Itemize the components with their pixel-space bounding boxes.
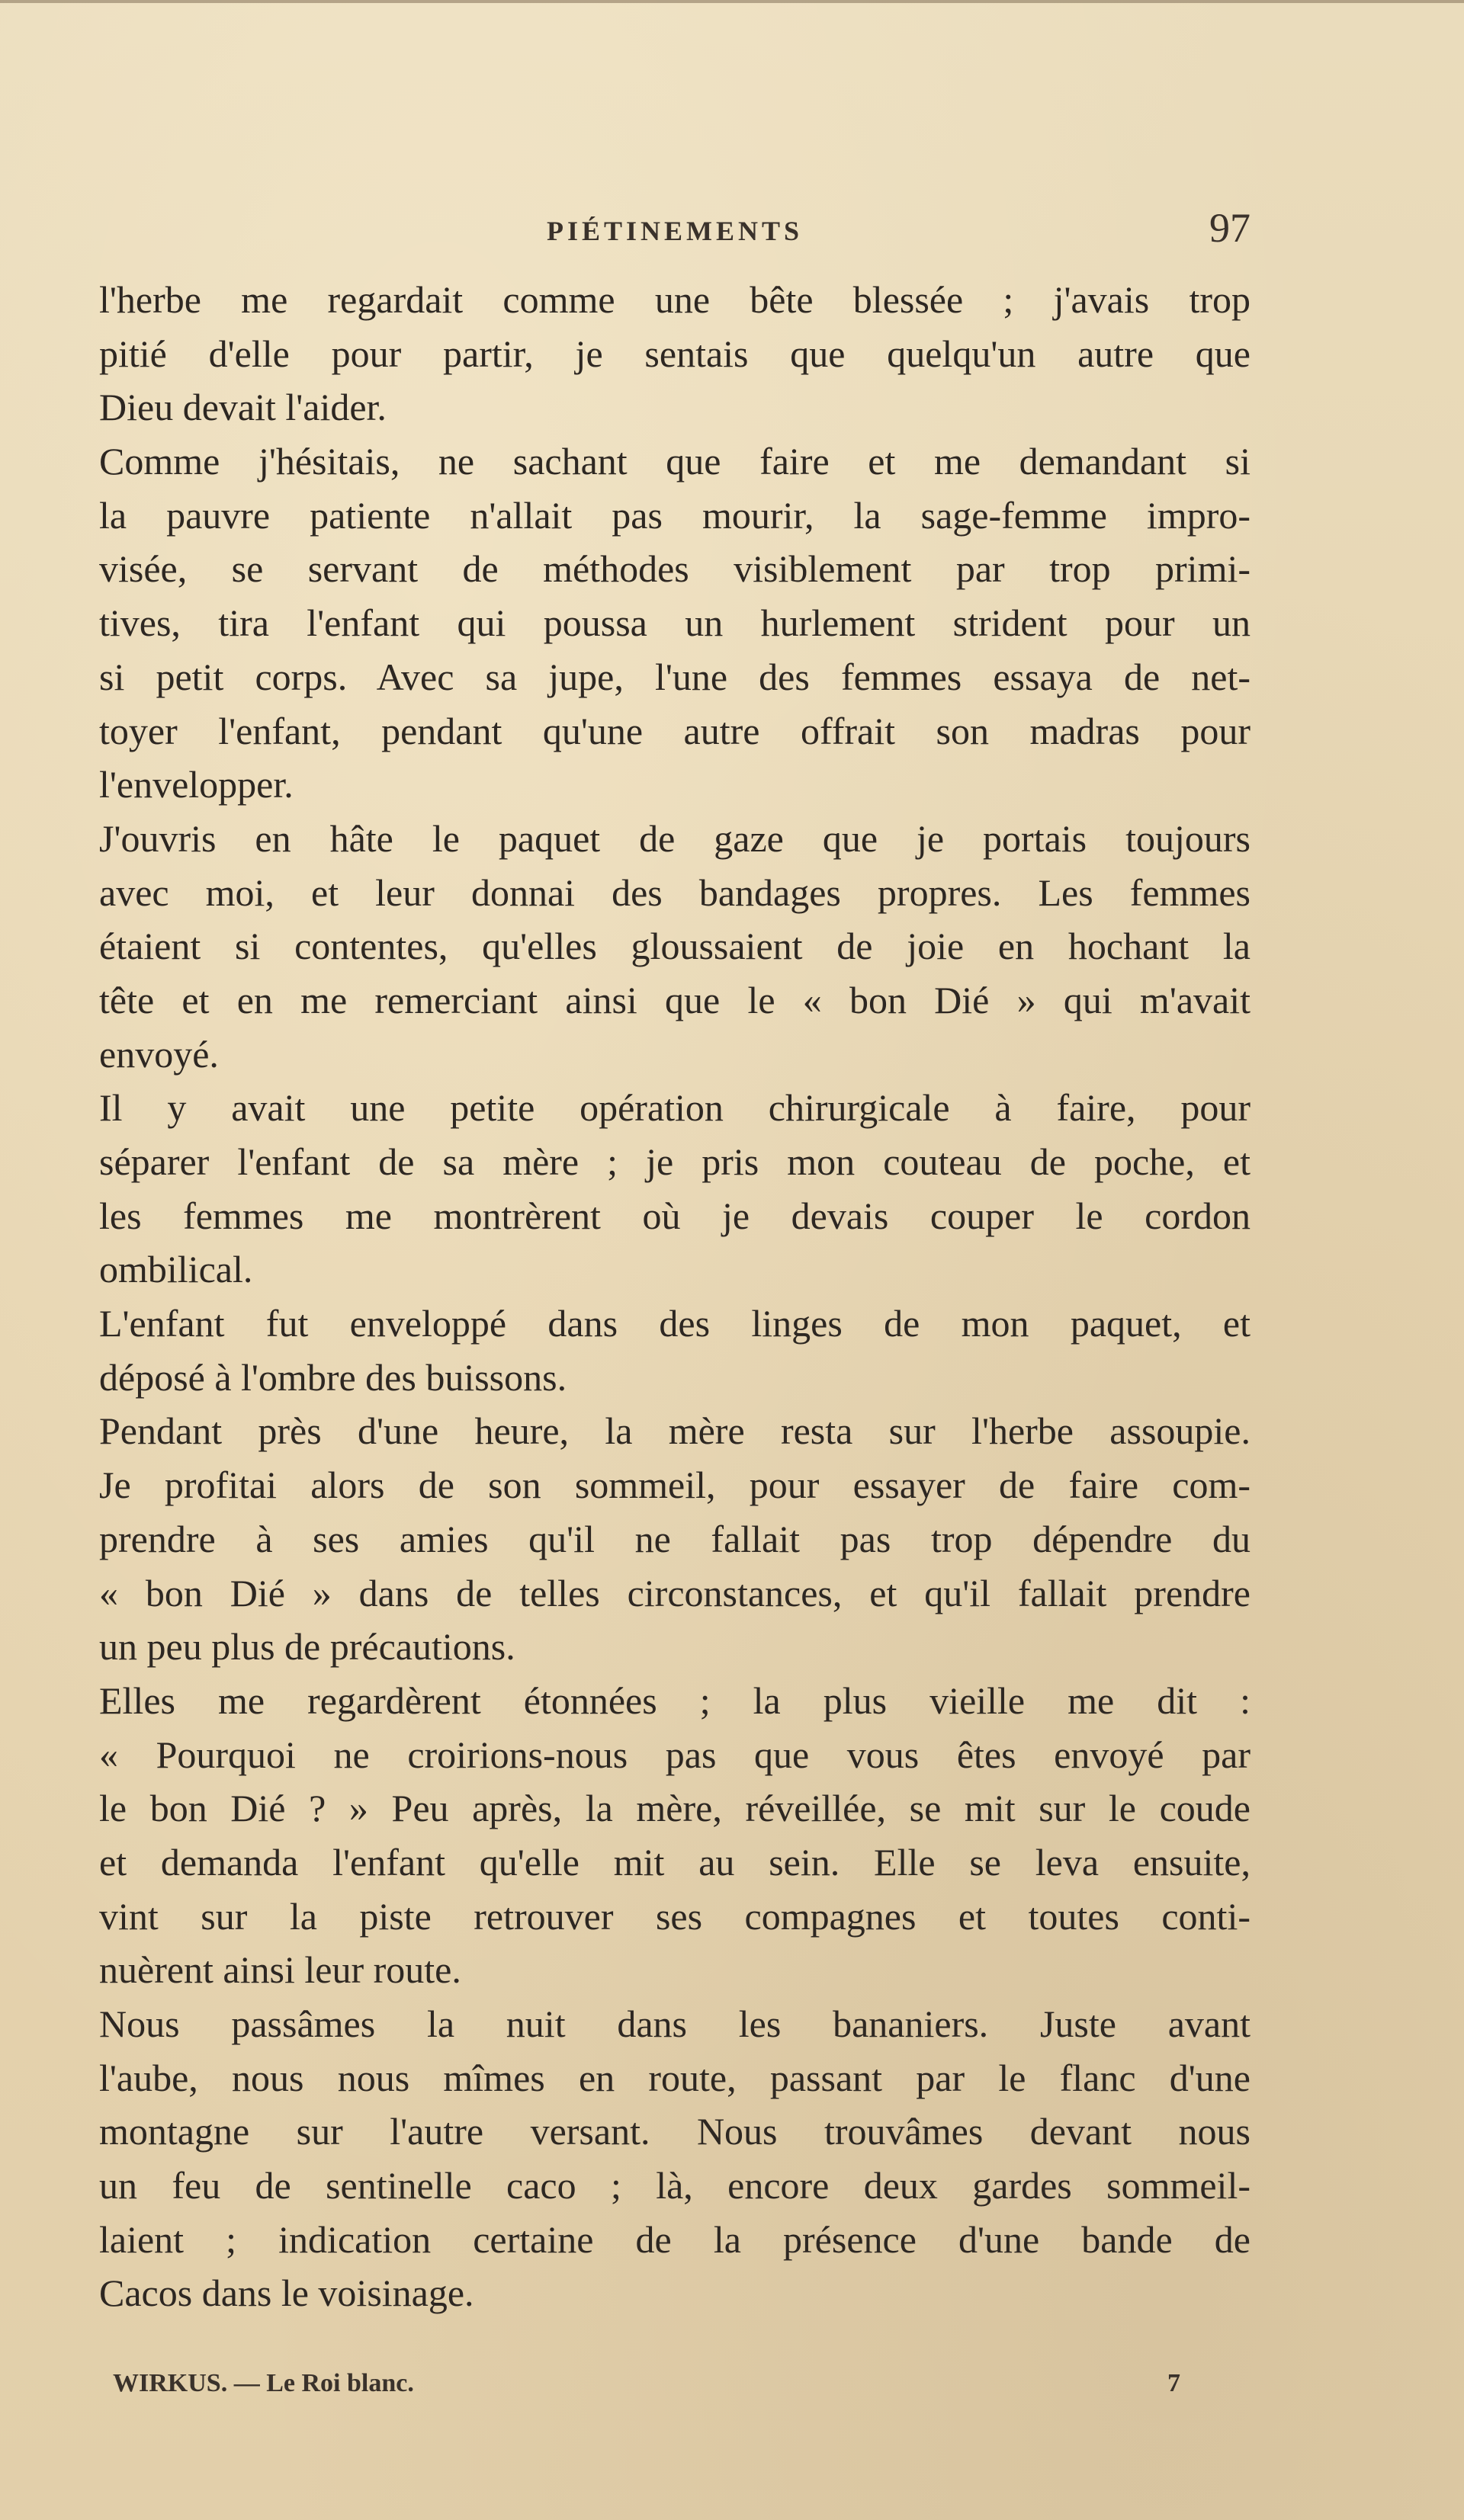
text-line: Je profitai alors de son sommeil, pour essayer de faire com- xyxy=(99,1464,1250,1507)
footer-signature: WIRKUS. — Le Roi blanc. xyxy=(113,2369,414,2397)
text-line: Comme j'hésitais, ne sachant que faire et me demandant si xyxy=(99,440,1250,483)
text-line: laient ; indication certaine de la présence d'une bande de xyxy=(99,2217,1250,2261)
text-line: la pauvre patiente n'allait pas mourir, la sage-femme impro- xyxy=(99,493,1250,537)
text-line: pitié d'elle pour partir, je sentais que quelqu'un autre que xyxy=(99,332,1250,375)
running-head xyxy=(99,204,1250,258)
text-line: vint sur la piste retrouver ses compagnes et toutes conti- xyxy=(99,1894,1250,1938)
text-line: Nous passâmes la nuit dans les bananiers. Juste avant xyxy=(99,2002,1250,2045)
text-line: Pendant près d'une heure, la mère resta sur l'herbe assoupie. xyxy=(99,1409,1250,1453)
text-line: si petit corps. Avec sa jupe, l'une des femmes essaya de net- xyxy=(99,655,1250,698)
text-line: toyer l'enfant, pendant qu'une autre offrait son madras pour xyxy=(99,709,1250,752)
page-number: 97 xyxy=(1209,205,1250,251)
running-title: PIÉTINEMENTS xyxy=(546,216,804,246)
text-line: Cacos dans le voisinage. xyxy=(99,2272,474,2315)
text-line: un peu plus de précautions. xyxy=(99,1625,515,1669)
text-line: Dieu devait l'aider. xyxy=(99,386,387,429)
text-line: le bon Dié ? » Peu après, la mère, réveillée, se mit sur le coude xyxy=(99,1787,1250,1830)
text-line: l'envelopper. xyxy=(99,763,294,806)
text-line: étaient si contentes, qu'elles gloussaient de joie en hochant la xyxy=(99,925,1250,968)
page-footer xyxy=(113,2369,1180,2415)
text-line: séparer l'enfant de sa mère ; je pris mon couteau de poche, et xyxy=(99,1140,1250,1183)
text-line: un feu de sentinelle caco ; là, encore deux gardes sommeil- xyxy=(99,2164,1250,2207)
text-line: visée, se servant de méthodes visiblement par trop primi- xyxy=(99,547,1250,591)
text-line: l'herbe me regardait comme une bête blessée ; j'avais trop xyxy=(99,278,1250,321)
text-line: envoyé. xyxy=(99,1032,219,1076)
text-line: les femmes me montrèrent où je devais couper le cordon xyxy=(99,1194,1250,1237)
text-line: montagne sur l'autre versant. Nous trouvâmes devant nous xyxy=(99,2110,1250,2153)
text-line: ombilical. xyxy=(99,1248,253,1291)
text-line: « bon Dié » dans de telles circonstances, et qu'il fallait prendre xyxy=(99,1571,1250,1614)
text-line: Elles me regardèrent étonnées ; la plus vieille me dit : xyxy=(99,1678,1250,1722)
text-line: l'aube, nous nous mîmes en route, passant par le flanc d'une xyxy=(99,2056,1250,2099)
text-line: Il y avait une petite opération chirurgicale à faire, pour xyxy=(99,1086,1250,1130)
text-line: « Pourquoi ne croirions-nous pas que vous êtes envoyé par xyxy=(99,1733,1250,1776)
footer-sheet-number: 7 xyxy=(1167,2369,1180,2397)
text-line: tives, tira l'enfant qui poussa un hurlement strident pour un xyxy=(99,601,1250,645)
text-line: déposé à l'ombre des buissons. xyxy=(99,1355,567,1399)
text-line: J'ouvris en hâte le paquet de gaze que je portais toujours xyxy=(99,816,1250,860)
text-line: avec moi, et leur donnai des bandages propres. Les femmes xyxy=(99,870,1250,914)
body-text xyxy=(99,273,1250,2320)
page-top-edge xyxy=(0,0,1464,3)
text-line: nuèrent ainsi leur route. xyxy=(99,1948,461,1992)
text-line: L'enfant fut enveloppé dans des linges de mon paquet, et xyxy=(99,1302,1250,1345)
text-line: et demanda l'enfant qu'elle mit au sein. Elle se leva ensuite, xyxy=(99,1840,1250,1884)
text-line: tête et en me remerciant ainsi que le « bon Dié » qui m'avait xyxy=(99,978,1250,1021)
text-line: prendre à ses amies qu'il ne fallait pas trop dépendre du xyxy=(99,1517,1250,1560)
